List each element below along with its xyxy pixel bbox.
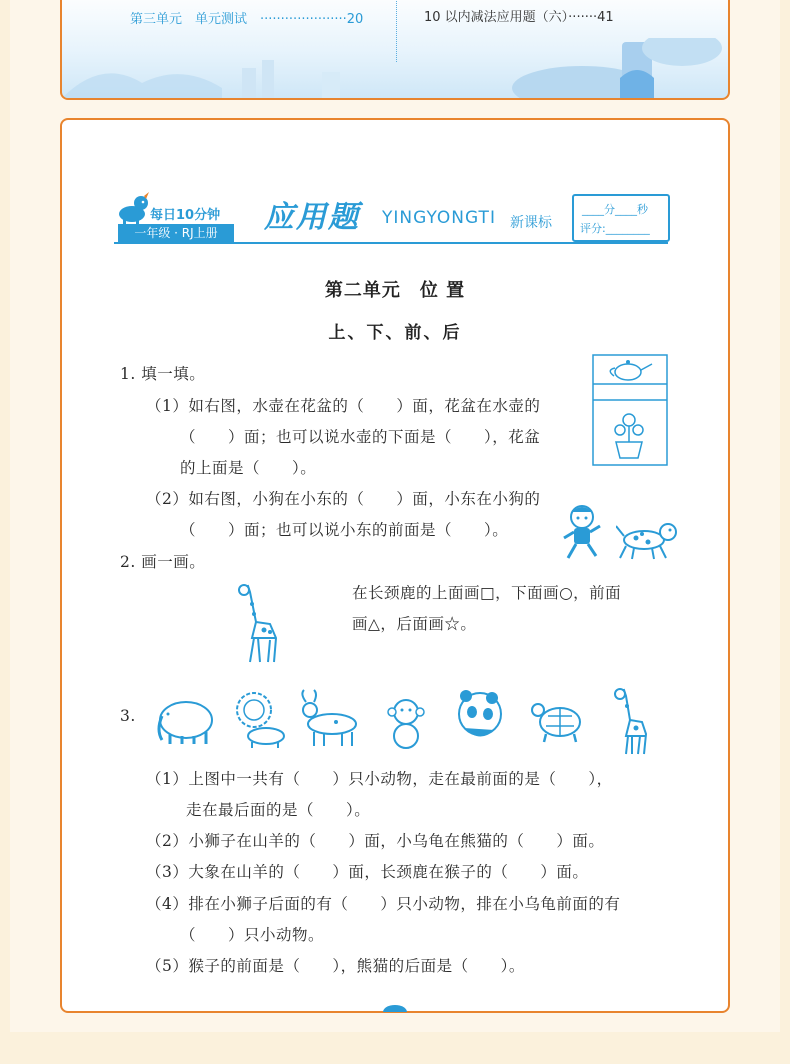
q3-sub5: （5）猴子的前面是（ ），熊猫的后面是（ ）。 bbox=[146, 957, 525, 975]
turtle-icon bbox=[532, 704, 580, 742]
q1-part1-line3: 的上面是（ ）。 bbox=[180, 459, 317, 477]
toc-decoration-illustration bbox=[62, 38, 728, 98]
q1-part1-line2: （ ）面；也可以说水壶的下面是（ ），花盆 bbox=[180, 428, 541, 446]
elephant-icon bbox=[159, 702, 212, 744]
toc-card bbox=[60, 0, 730, 100]
goat-icon bbox=[302, 690, 356, 746]
score-field: 评分:________ bbox=[580, 222, 650, 235]
toc-left-line-2: 第三单元 单元测试 ·····················20 bbox=[130, 12, 364, 27]
q3-sub3: （3）大象在山羊的（ ）面，长颈鹿在猴子的（ ）面。 bbox=[146, 863, 589, 881]
worksheet-card bbox=[60, 118, 730, 1013]
lion-icon bbox=[237, 693, 284, 748]
q3-sub1-line2: 走在最后面的是（ ）。 bbox=[186, 801, 371, 819]
book-title: 应用题 bbox=[264, 200, 360, 235]
brand-badge bbox=[114, 192, 236, 242]
header-divider bbox=[114, 242, 668, 244]
q1-part2-line2: （ ）面；也可以说小东的前面是（ ）。 bbox=[180, 521, 509, 539]
q3-sub1-line1: （1）上图中一共有（ ）只小动物，走在最前面的是（ ）， bbox=[146, 770, 613, 788]
q2-line1: 在长颈鹿的上面画□，下面画○，前面 bbox=[352, 584, 622, 602]
time-field: ____分____秒 bbox=[582, 203, 648, 216]
giraffe-icon bbox=[615, 689, 646, 754]
monkey-icon bbox=[388, 700, 424, 748]
q3-number: 3. bbox=[120, 707, 136, 725]
animal-row bbox=[154, 686, 664, 758]
unicorn-mascot-icon bbox=[114, 192, 154, 226]
grade-label: 一年级 · RJ上册 bbox=[118, 224, 234, 242]
q1-heading: 1. 填一填。 bbox=[120, 365, 206, 383]
toc-right-line-2: 10 以内减法应用题（六）·······41 bbox=[424, 10, 614, 25]
brand-daily-label: 每日10分钟 bbox=[150, 208, 221, 223]
curriculum-tag: 新课标 bbox=[510, 215, 552, 231]
worksheet-header bbox=[114, 180, 674, 244]
q2-heading: 2. 画一画。 bbox=[120, 553, 206, 571]
unit-title: 第二单元 位 置 bbox=[324, 280, 466, 301]
boy-xiaodong-icon bbox=[562, 504, 602, 562]
page-number-badge bbox=[382, 1004, 408, 1012]
book-title-pinyin: YINGYONGTI bbox=[382, 208, 496, 228]
giraffe-icon bbox=[230, 582, 286, 664]
q1-part1-line1: （1）如右图，水壶在花盆的（ ）面，花盆在水壶的 bbox=[146, 397, 541, 415]
q3-sub4-line1: （4）排在小狮子后面的有（ ）只小动物，排在小乌龟前面的有 bbox=[146, 895, 621, 913]
q1-part2-line1: （2）如右图，小狗在小东的（ ）面，小东在小狗的 bbox=[146, 490, 541, 508]
shelf-illustration bbox=[592, 354, 668, 466]
q2-line2: 画△，后面画☆。 bbox=[352, 615, 477, 633]
section-title: 上、下、前、后 bbox=[328, 323, 462, 343]
q3-sub2: （2）小狮子在山羊的（ ）面，小乌龟在熊猫的（ ）面。 bbox=[146, 832, 605, 850]
panda-icon bbox=[459, 690, 501, 737]
q3-sub4-line2: （ ）只小动物。 bbox=[180, 926, 325, 944]
score-box bbox=[572, 194, 670, 242]
dog-icon bbox=[616, 518, 680, 560]
